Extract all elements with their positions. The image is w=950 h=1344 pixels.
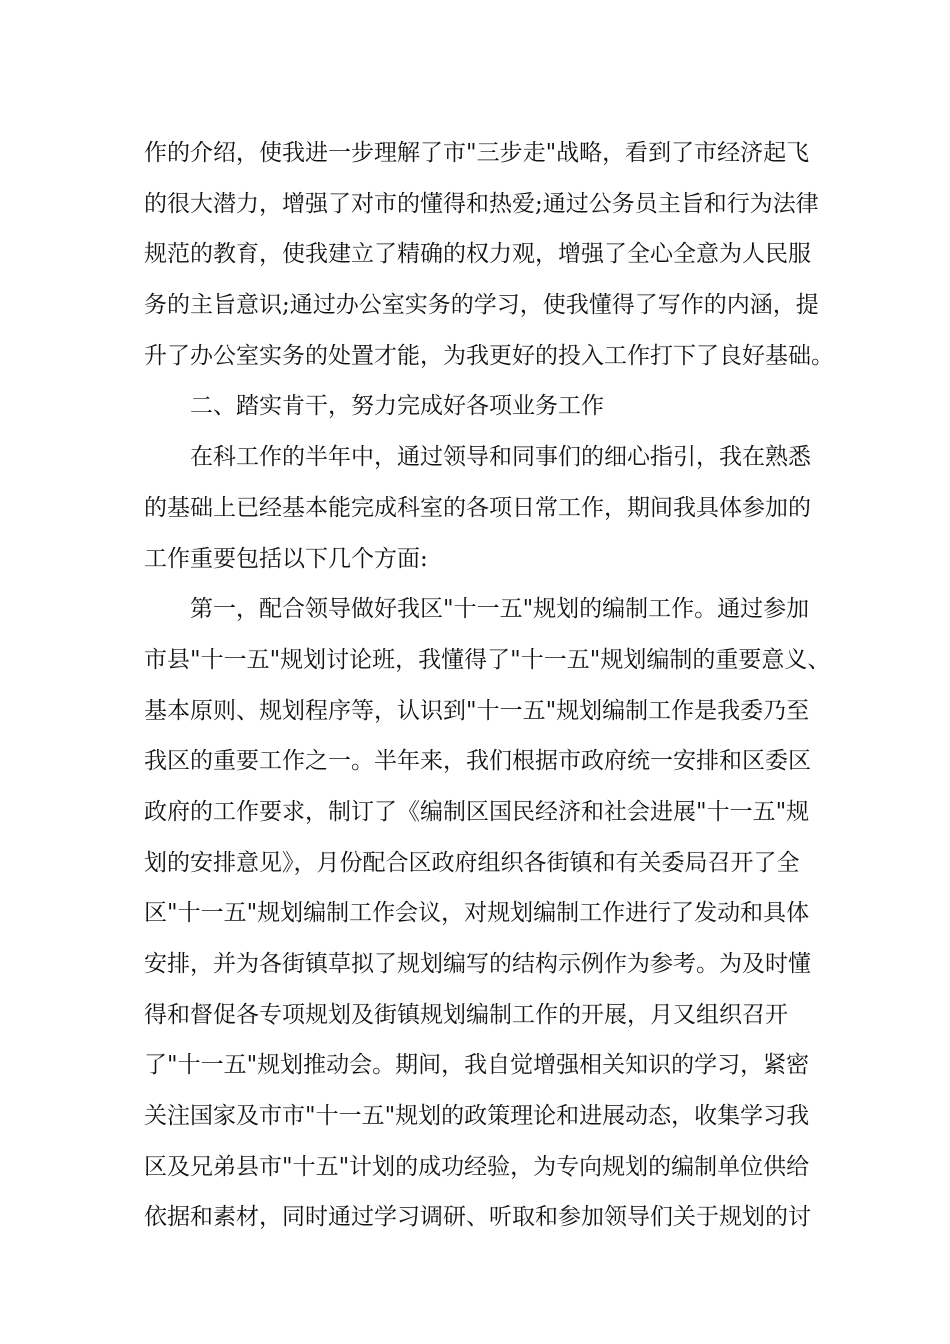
text-line: 基本原则、规划程序等，认识到"十一五"规划编制工作是我委乃至	[144, 697, 810, 724]
text-line: 得和督促各专项规划及街镇规划编制工作的开展，月又组织召开	[144, 1001, 788, 1028]
text-line: 务的主旨意识;通过办公室实务的学习，使我懂得了写作的内涵，提	[144, 292, 819, 319]
text-line: 划的安排意见》，月份配合区政府组织各街镇和有关委局召开了全	[144, 849, 800, 876]
text-line: 的很大潜力，增强了对市的懂得和热爱;通过公务员主旨和行为法律	[144, 190, 819, 217]
text-line: 第一，配合领导做好我区"十一五"规划的编制工作。通过参加	[190, 596, 810, 623]
text-line: 安排，并为各街镇草拟了规划编写的结构示例作为参考。为及时懂	[144, 951, 811, 977]
text-line: 规范的教育，使我建立了精确的权力观，增强了全心全意为人民服	[144, 241, 811, 268]
section-heading: 二、踏实肯干，努力完成好各项业务工作	[190, 393, 604, 420]
text-line: 关注国家及市市"十一五"规划的政策理论和进展动态，收集学习我	[144, 1103, 810, 1130]
text-line: 政府的工作要求，制订了《编制区国民经济和社会进展"十一五"规	[144, 798, 810, 825]
text-line: 我区的重要工作之一。半年来，我们根据市政府统一安排和区委区	[144, 748, 811, 775]
text-line: 作的介绍，使我进一步理解了市"三步走"战略，看到了市经济起飞	[144, 140, 810, 166]
text-line: 升了办公室实务的处置才能，为我更好的投入工作打下了良好基础。	[144, 342, 834, 369]
text-line: 工作重要包括以下几个方面:	[144, 545, 428, 572]
document-body	[144, 128, 834, 1243]
text-line: 区"十一五"规划编制工作会议，对规划编制工作进行了发动和具体	[144, 900, 810, 927]
text-line: 在科工作的半年中，通过领导和同事们的细心指引，我在熟悉	[190, 444, 811, 471]
text-line: 的基础上已经基本能完成科室的各项日常工作，期间我具体参加的	[144, 494, 811, 521]
text-line: 依据和素材，同时通过学习调研、听取和参加领导们关于规划的讨	[144, 1204, 811, 1231]
text-line: 区及兄弟县市"十五"计划的成功经验，为专向规划的编制单位供给	[144, 1153, 810, 1180]
text-line: 了"十一五"规划推动会。期间，我自觉增强相关知识的学习，紧密	[144, 1052, 810, 1079]
text-line: 市县"十一五"规划讨论班，我懂得了"十一五"规划编制的重要意义、	[144, 646, 831, 673]
